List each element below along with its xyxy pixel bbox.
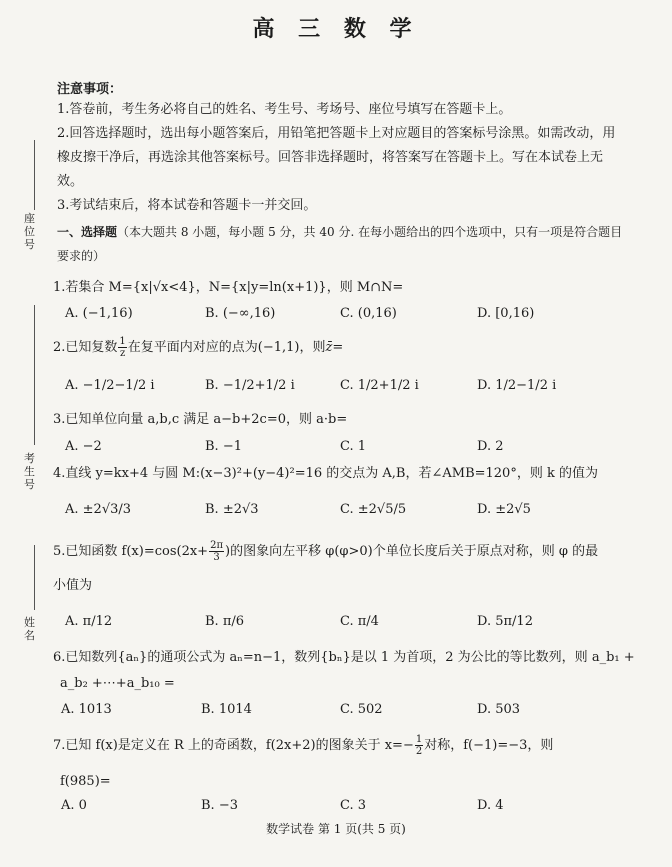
q2-frac-num: 1 [119,336,126,347]
q1-option-b[interactable]: B. (−∞,16) [205,306,276,321]
side-label-seat: 座位号 [24,212,35,251]
q2-option-b[interactable]: B. −1/2+1/2 i [205,378,295,393]
q2-fraction [118,336,126,359]
q4-option-b[interactable]: B. ±2√3 [205,502,259,517]
section-desc: （本大题共 8 小题，每小题 5 分，共 40 分. 在每小题给出的四个选项中，只有一项是符合题目要求的） [57,225,623,263]
notes-heading: 注意事项： [57,82,123,97]
question-1: 1.若集合 M={x|√x<4}，N={x|y=ln(x+1)}，则 M∩N= [53,280,404,295]
q3-option-b[interactable]: B. −1 [205,439,242,454]
seat-line [34,140,35,210]
q5-option-d[interactable]: D. 5π/12 [477,614,533,629]
q5-fraction [209,540,224,563]
q5-arg-pre: (2x+ [176,544,209,559]
page-title: 高 三 数 学 [252,17,420,42]
q2-stem-b: 在复平面内对应的点为(−1,1)，则 [127,340,326,355]
q2-option-a[interactable]: A. −1/2−1/2 i [65,378,155,393]
q7-option-d[interactable]: D. 4 [477,798,504,813]
q3-option-a[interactable]: A. −2 [65,439,102,454]
question-3: 3.已知单位向量 a,b,c 满足 a−b+2c=0，则 a·b= [53,412,348,427]
q5-stem-a: 5.已知函数 f(x)=cos [53,544,177,559]
side-label-exam-no: 考生号 [24,452,35,491]
q7-stem-b: 对称，f(−1)=−3，则 [424,738,554,753]
q5-stem-b: 的图象向左平移 φ(φ>0)个单位长度后关于原点对称，则 φ 的最 [230,544,599,559]
question-5 [53,540,598,563]
section-title: 一、选择题 [57,225,118,239]
name-line [34,545,35,610]
page-footer: 数学试卷 第 1 页(共 5 页) [266,822,406,836]
q1-option-a[interactable]: A. (−1,16) [65,306,133,321]
q7-option-a[interactable]: A. 0 [61,798,87,813]
q4-option-d[interactable]: D. ±2√5 [477,502,531,517]
q2-option-d[interactable]: D. 1/2−1/2 i [477,378,557,393]
q6-option-c[interactable]: C. 502 [340,702,383,717]
section-heading [57,220,627,268]
question-6-line-2: a_b₂ +⋯+a_b₁₀ = [60,676,175,691]
question-2 [53,336,343,359]
side-label-name: 姓名 [24,616,35,642]
q7-option-b[interactable]: B. −3 [201,798,238,813]
question-7-line-2: f(985)= [60,774,111,789]
note-3: 3.考试结束后，将本试卷和答题卡一并交回。 [57,198,317,213]
q5-frac-den: 3 [209,551,224,563]
q7-frac-num: 1 [415,734,423,745]
q6-option-d[interactable]: D. 503 [477,702,521,717]
note-1: 1.答卷前，考生务必将自己的姓名、考生号、考场号、座位号填写在答题卡上。 [57,102,512,117]
q5-option-b[interactable]: B. π/6 [205,614,245,629]
q7-stem-a: 7.已知 f(x)是定义在 R 上的奇函数，f(2x+2)的图象关于 x=− [53,738,414,753]
q5-arg-post: ) [225,544,231,559]
q4-option-a[interactable]: A. ±2√3/3 [65,502,132,517]
note-2: 2.回答选择题时，选出每小题答案后，用铅笔把答题卡上对应题目的答案标号涂黑。如需改动，用橡皮擦干净后，再选涂其他答案标号。回答非选择题时，将答案写在答题卡上。写在本试卷上无效。 [57,126,616,189]
q7-fraction [415,734,423,757]
question-4: 4.直线 y=kx+4 与圆 M:(x−3)²+(y−4)²=16 的交点为 A,B，若∠AMB=120°，则 k 的值为 [53,466,598,481]
question-6: 6.已知数列{aₙ}的通项公式为 aₙ=n−1，数列{bₙ}是以 1 为首项，2 为公比的等比数列，则 a_b₁ + [53,650,635,665]
q5-frac-num: 2π [210,540,224,551]
q3-option-d[interactable]: D. 2 [477,439,504,454]
q5-option-c[interactable]: C. π/4 [340,614,379,629]
question-5-line-2: 小值为 [53,578,93,593]
q1-option-d[interactable]: D. [0,16) [477,306,535,321]
q4-option-c[interactable]: C. ±2√5/5 [340,502,407,517]
q2-option-c[interactable]: C. 1/2+1/2 i [340,378,419,393]
q2-conjugate: z̄ [325,340,333,355]
question-7 [53,734,553,757]
q7-frac-den: 2 [415,746,423,757]
q2-stem-c: = [332,340,344,355]
q7-option-c[interactable]: C. 3 [340,798,367,813]
exam-no-line [34,305,35,445]
q1-option-c[interactable]: C. (0,16) [340,306,397,321]
q2-stem-a: 2.已知复数 [53,340,118,355]
q3-option-c[interactable]: C. 1 [340,439,367,454]
q6-option-a[interactable]: A. 1013 [61,702,112,717]
q6-option-b[interactable]: B. 1014 [201,702,252,717]
q5-option-a[interactable]: A. π/12 [65,614,113,629]
q2-frac-den: z [119,348,126,359]
